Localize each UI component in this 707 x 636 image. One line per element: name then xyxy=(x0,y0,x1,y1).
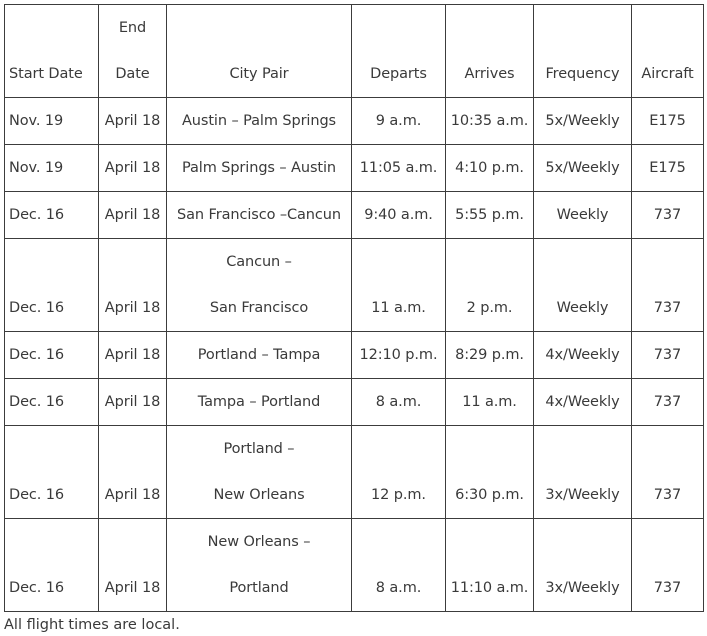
cell-departs: 11:05 a.m. xyxy=(352,145,446,192)
cell-arrives: 6:30 p.m. xyxy=(446,426,534,519)
cell-aircraft: 737 xyxy=(632,426,704,519)
cell-arrives: 10:35 a.m. xyxy=(446,98,534,145)
table-row xyxy=(5,379,704,426)
cell-arrives: 11:10 a.m. xyxy=(446,519,534,612)
cell-start-date: Nov. 19 xyxy=(5,145,99,192)
cell-start-date: Dec. 16 xyxy=(5,332,99,379)
cell-end-date: April 18 xyxy=(99,145,167,192)
header-departs: Departs xyxy=(352,5,446,98)
cell-departs: 8 a.m. xyxy=(352,379,446,426)
header-row xyxy=(5,5,704,98)
table-row xyxy=(5,239,704,332)
table-row xyxy=(5,426,704,519)
header-end-date-line1: End xyxy=(118,20,147,36)
cell-departs: 11 a.m. xyxy=(352,239,446,332)
cell-start-date: Dec. 16 xyxy=(5,192,99,239)
cell-aircraft: E175 xyxy=(632,145,704,192)
cell-city-pair: Austin – Palm Springs xyxy=(167,98,352,145)
cell-departs: 8 a.m. xyxy=(352,519,446,612)
cell-end-date: April 18 xyxy=(99,332,167,379)
cell-frequency: 3x/Weekly xyxy=(534,426,632,519)
cell-aircraft: 737 xyxy=(632,192,704,239)
cell-arrives: 2 p.m. xyxy=(446,239,534,332)
table-body xyxy=(5,5,704,612)
cell-end-date: April 18 xyxy=(99,239,167,332)
cell-city-pair-line1: Portland – xyxy=(223,441,295,457)
cell-city-pair-line2: San Francisco xyxy=(209,300,309,316)
cell-frequency: 5x/Weekly xyxy=(534,145,632,192)
cell-end-date: April 18 xyxy=(99,379,167,426)
cell-end-date: April 18 xyxy=(99,426,167,519)
cell-city-pair: Portland – Tampa xyxy=(167,332,352,379)
cell-city-pair xyxy=(167,239,352,332)
cell-frequency: 4x/Weekly xyxy=(534,379,632,426)
cell-arrives: 5:55 p.m. xyxy=(446,192,534,239)
footnote: All flight times are local. xyxy=(4,617,180,633)
cell-city-pair-line2: Portland xyxy=(229,580,289,596)
cell-start-date: Dec. 16 xyxy=(5,426,99,519)
header-start-date: Start Date xyxy=(5,5,99,98)
cell-aircraft: 737 xyxy=(632,379,704,426)
table-row xyxy=(5,145,704,192)
header-end-date xyxy=(99,5,167,98)
cell-end-date: April 18 xyxy=(99,192,167,239)
cell-departs: 12 p.m. xyxy=(352,426,446,519)
cell-frequency: 4x/Weekly xyxy=(534,332,632,379)
cell-aircraft: 737 xyxy=(632,239,704,332)
cell-departs: 12:10 p.m. xyxy=(352,332,446,379)
header-end-date-line2: Date xyxy=(115,66,150,82)
cell-city-pair: Tampa – Portland xyxy=(167,379,352,426)
cell-end-date: April 18 xyxy=(99,519,167,612)
cell-frequency: Weekly xyxy=(534,192,632,239)
flight-schedule-table xyxy=(4,4,704,612)
header-city-pair: City Pair xyxy=(167,5,352,98)
cell-city-pair xyxy=(167,519,352,612)
cell-city-pair-line1: Cancun – xyxy=(226,254,292,270)
table-row xyxy=(5,332,704,379)
cell-arrives: 8:29 p.m. xyxy=(446,332,534,379)
cell-start-date: Dec. 16 xyxy=(5,379,99,426)
header-aircraft: Aircraft xyxy=(632,5,704,98)
table-row xyxy=(5,98,704,145)
cell-city-pair xyxy=(167,426,352,519)
cell-city-pair-line2: New Orleans xyxy=(213,487,305,503)
table-row xyxy=(5,519,704,612)
cell-arrives: 11 a.m. xyxy=(446,379,534,426)
cell-aircraft: 737 xyxy=(632,519,704,612)
cell-frequency: Weekly xyxy=(534,239,632,332)
cell-frequency: 5x/Weekly xyxy=(534,98,632,145)
header-frequency: Frequency xyxy=(534,5,632,98)
cell-start-date: Dec. 16 xyxy=(5,239,99,332)
cell-city-pair-line1: New Orleans – xyxy=(207,534,311,550)
cell-city-pair: San Francisco –Cancun xyxy=(167,192,352,239)
cell-start-date: Nov. 19 xyxy=(5,98,99,145)
cell-arrives: 4:10 p.m. xyxy=(446,145,534,192)
cell-aircraft: 737 xyxy=(632,332,704,379)
cell-end-date: April 18 xyxy=(99,98,167,145)
cell-city-pair: Palm Springs – Austin xyxy=(167,145,352,192)
cell-departs: 9 a.m. xyxy=(352,98,446,145)
cell-aircraft: E175 xyxy=(632,98,704,145)
cell-departs: 9:40 a.m. xyxy=(352,192,446,239)
table-row xyxy=(5,192,704,239)
header-arrives: Arrives xyxy=(446,5,534,98)
cell-frequency: 3x/Weekly xyxy=(534,519,632,612)
cell-start-date: Dec. 16 xyxy=(5,519,99,612)
